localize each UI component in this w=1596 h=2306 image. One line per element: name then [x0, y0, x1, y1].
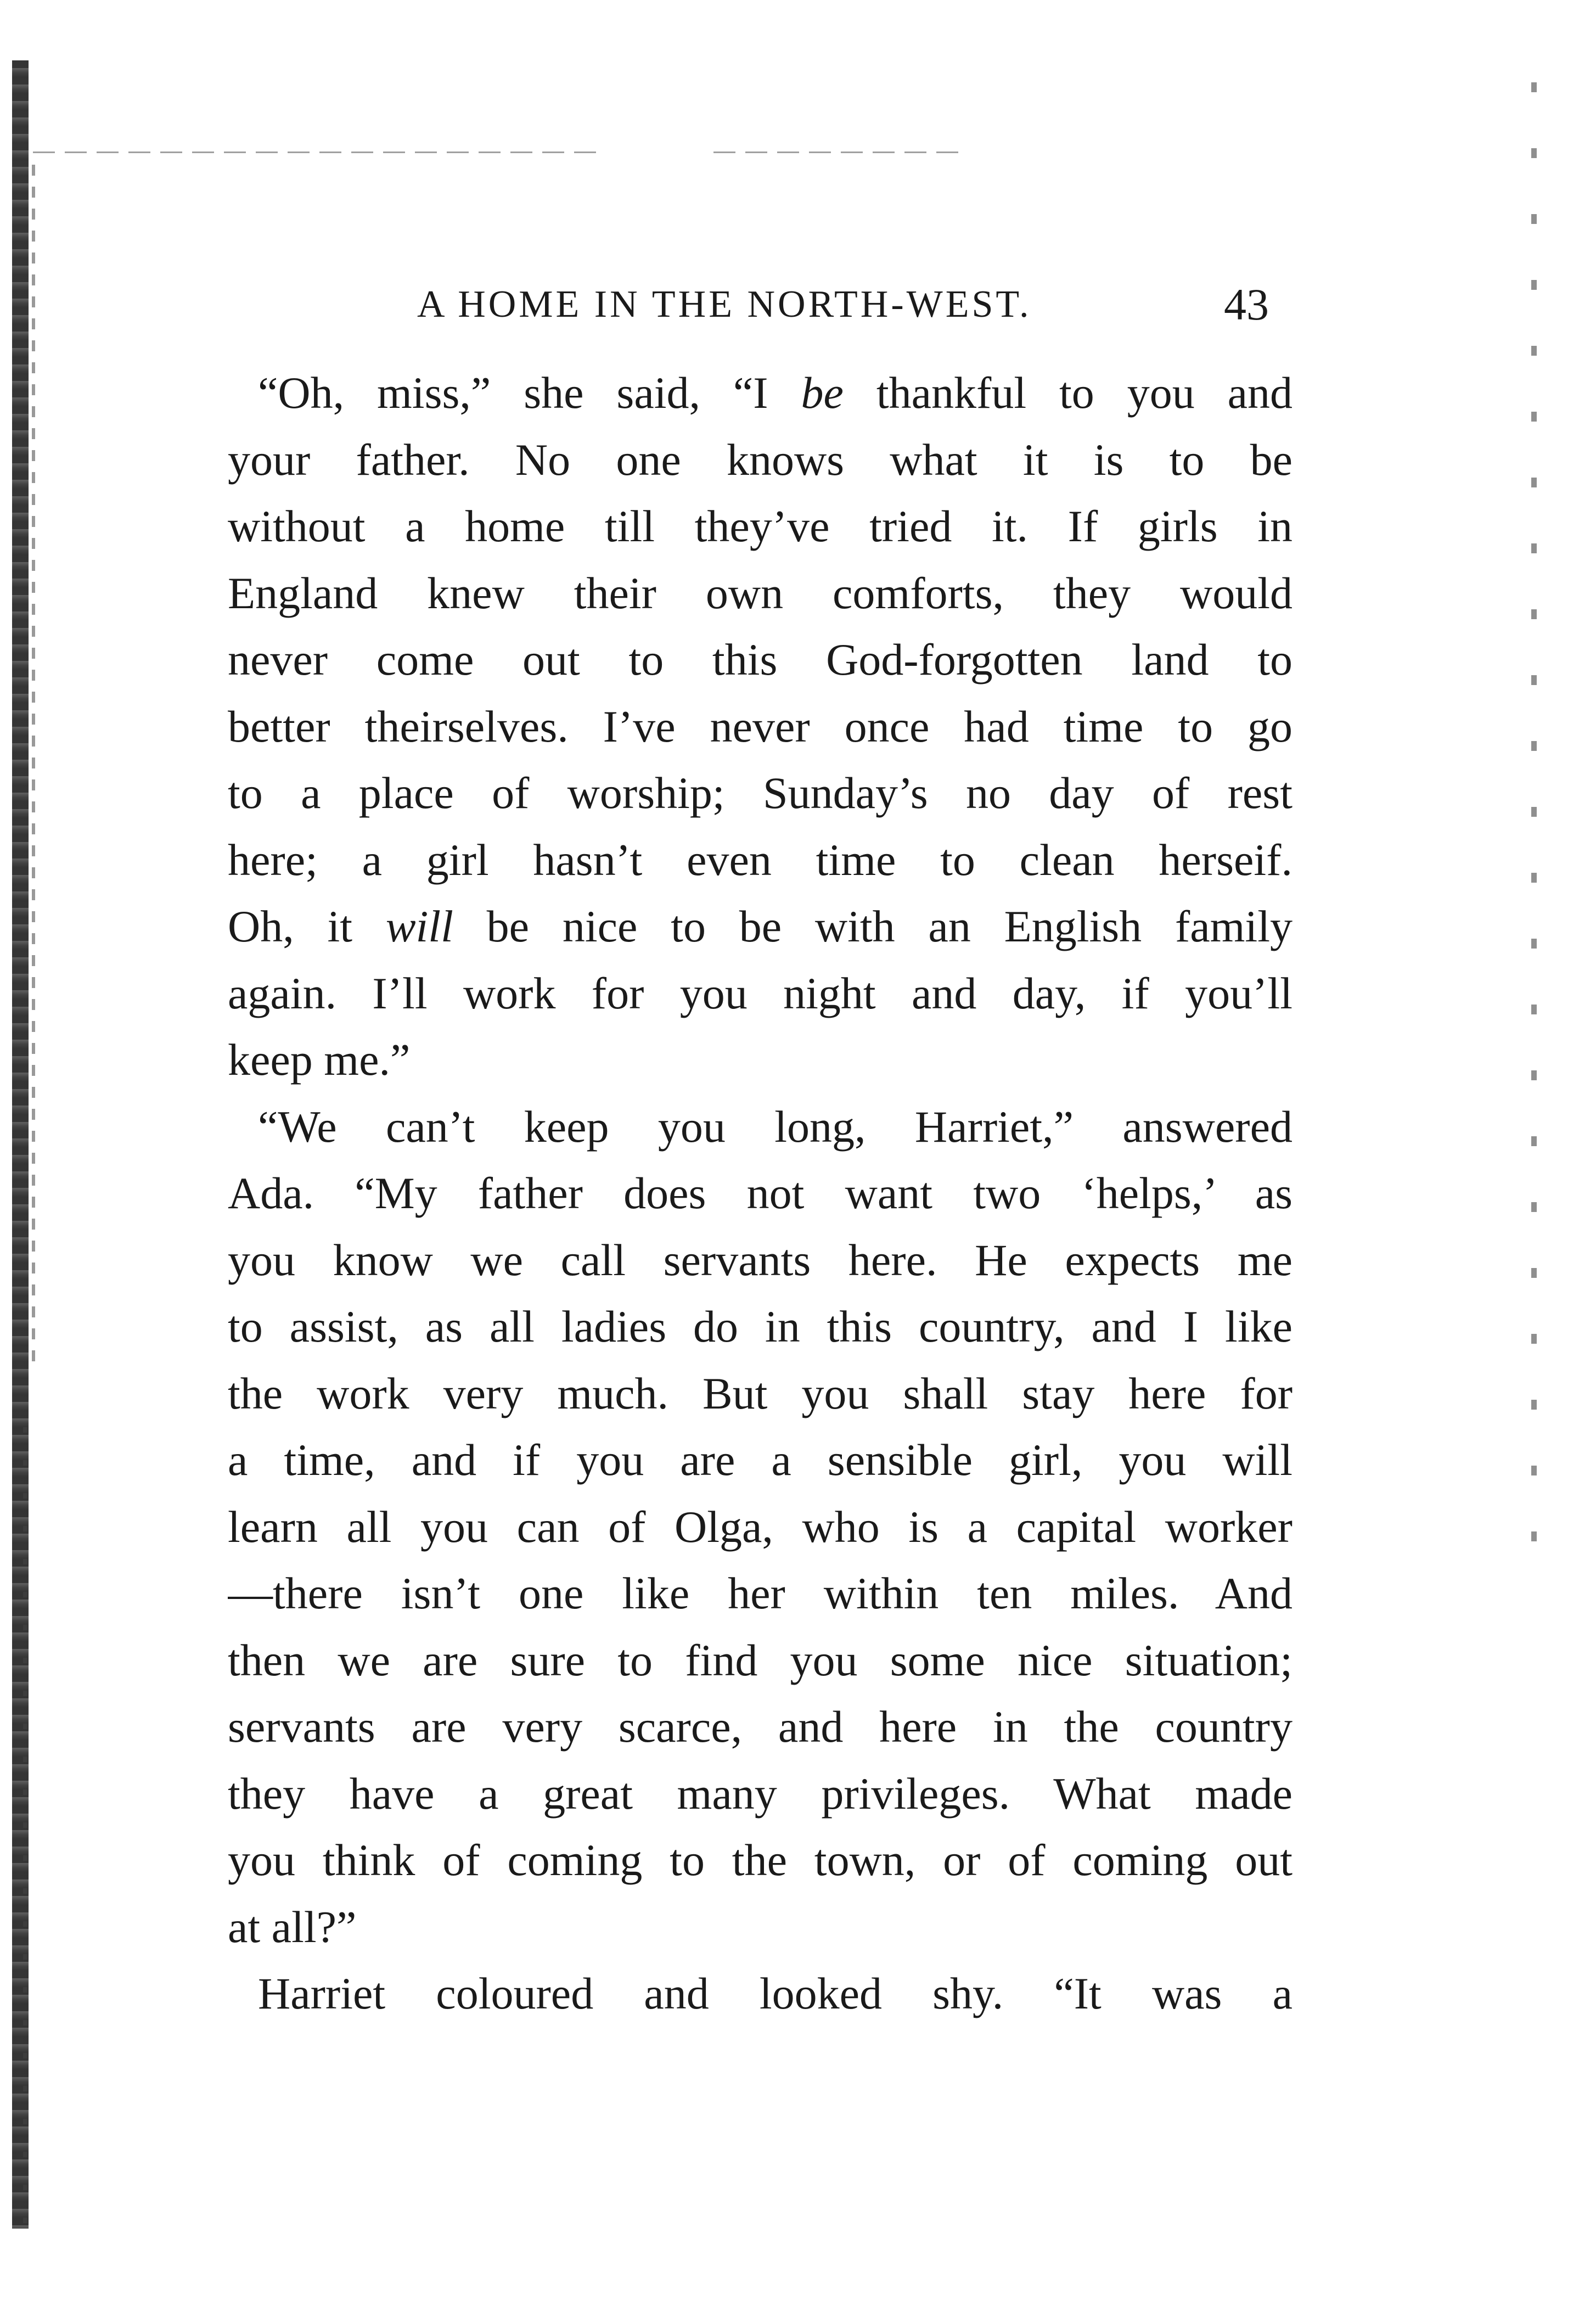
text-line: learn all you can of Olga, who is a capital worker	[228, 1501, 1292, 1552]
text-line: here; a girl hasn’t even time to clean herseif.	[228, 834, 1292, 885]
text-line: better theirselves. I’ve never once had time to go	[228, 701, 1292, 751]
scan-rule-right	[713, 152, 966, 153]
text-line: then we are sure to find you some nice situation;	[228, 1635, 1292, 1685]
text-line: they have a great many privileges. What made	[228, 1768, 1292, 1819]
text-line: you think of coming to the town, or of coming out	[228, 1835, 1292, 1885]
text-line: England knew their own comforts, they would	[228, 568, 1292, 618]
text-line: servants are very scarce, and here in the country	[228, 1702, 1292, 1752]
text-line: you know we call servants here. He expects me	[228, 1235, 1292, 1285]
binding-edge-shadow	[32, 165, 35, 1372]
binding-edge-specks	[23, 1427, 27, 2251]
text-line: keep me.”	[228, 1035, 411, 1085]
text-line: the work very much. But you shall stay here for	[228, 1368, 1292, 1418]
body-text	[228, 360, 1292, 2027]
text-line: to a place of worship; Sunday’s no day of rest	[228, 768, 1292, 818]
right-margin-specks	[1531, 82, 1537, 1564]
text-line: Harriet coloured and looked shy. “It was a	[258, 1968, 1292, 2018]
emphasis: be	[801, 368, 844, 418]
text-line: “We can’t keep you long, Harriet,” answered	[258, 1101, 1292, 1152]
text-line: to assist, as all ladies do in this country, and I like	[228, 1301, 1292, 1351]
running-head: A HOME IN THE NORTH-WEST.	[417, 283, 1032, 326]
text-line: your father. No one knows what it is to be	[228, 434, 1292, 485]
emphasis: will	[385, 901, 453, 951]
page-number: 43	[1224, 279, 1269, 329]
text-line: a time, and if you are a sensible girl, you will	[228, 1435, 1292, 1485]
text-line: without a home till they’ve tried it. If girls in	[228, 501, 1292, 551]
scan-rule-left	[33, 152, 598, 153]
text-line: —there isn’t one like her within ten miles. And	[228, 1568, 1292, 1618]
text-line: again. I’ll work for you night and day, if you’ll	[228, 968, 1292, 1018]
text-line: “Oh, miss,” she said, “I be thankful to you and	[258, 368, 1292, 418]
text-line: at all?”	[228, 1901, 357, 1952]
text-line: never come out to this God-forgotten land to	[228, 635, 1292, 684]
text-line: Oh, it will be nice to be with an English family	[228, 901, 1292, 951]
text-line: Ada. “My father does not want two ‘helps,’ as	[228, 1168, 1292, 1218]
